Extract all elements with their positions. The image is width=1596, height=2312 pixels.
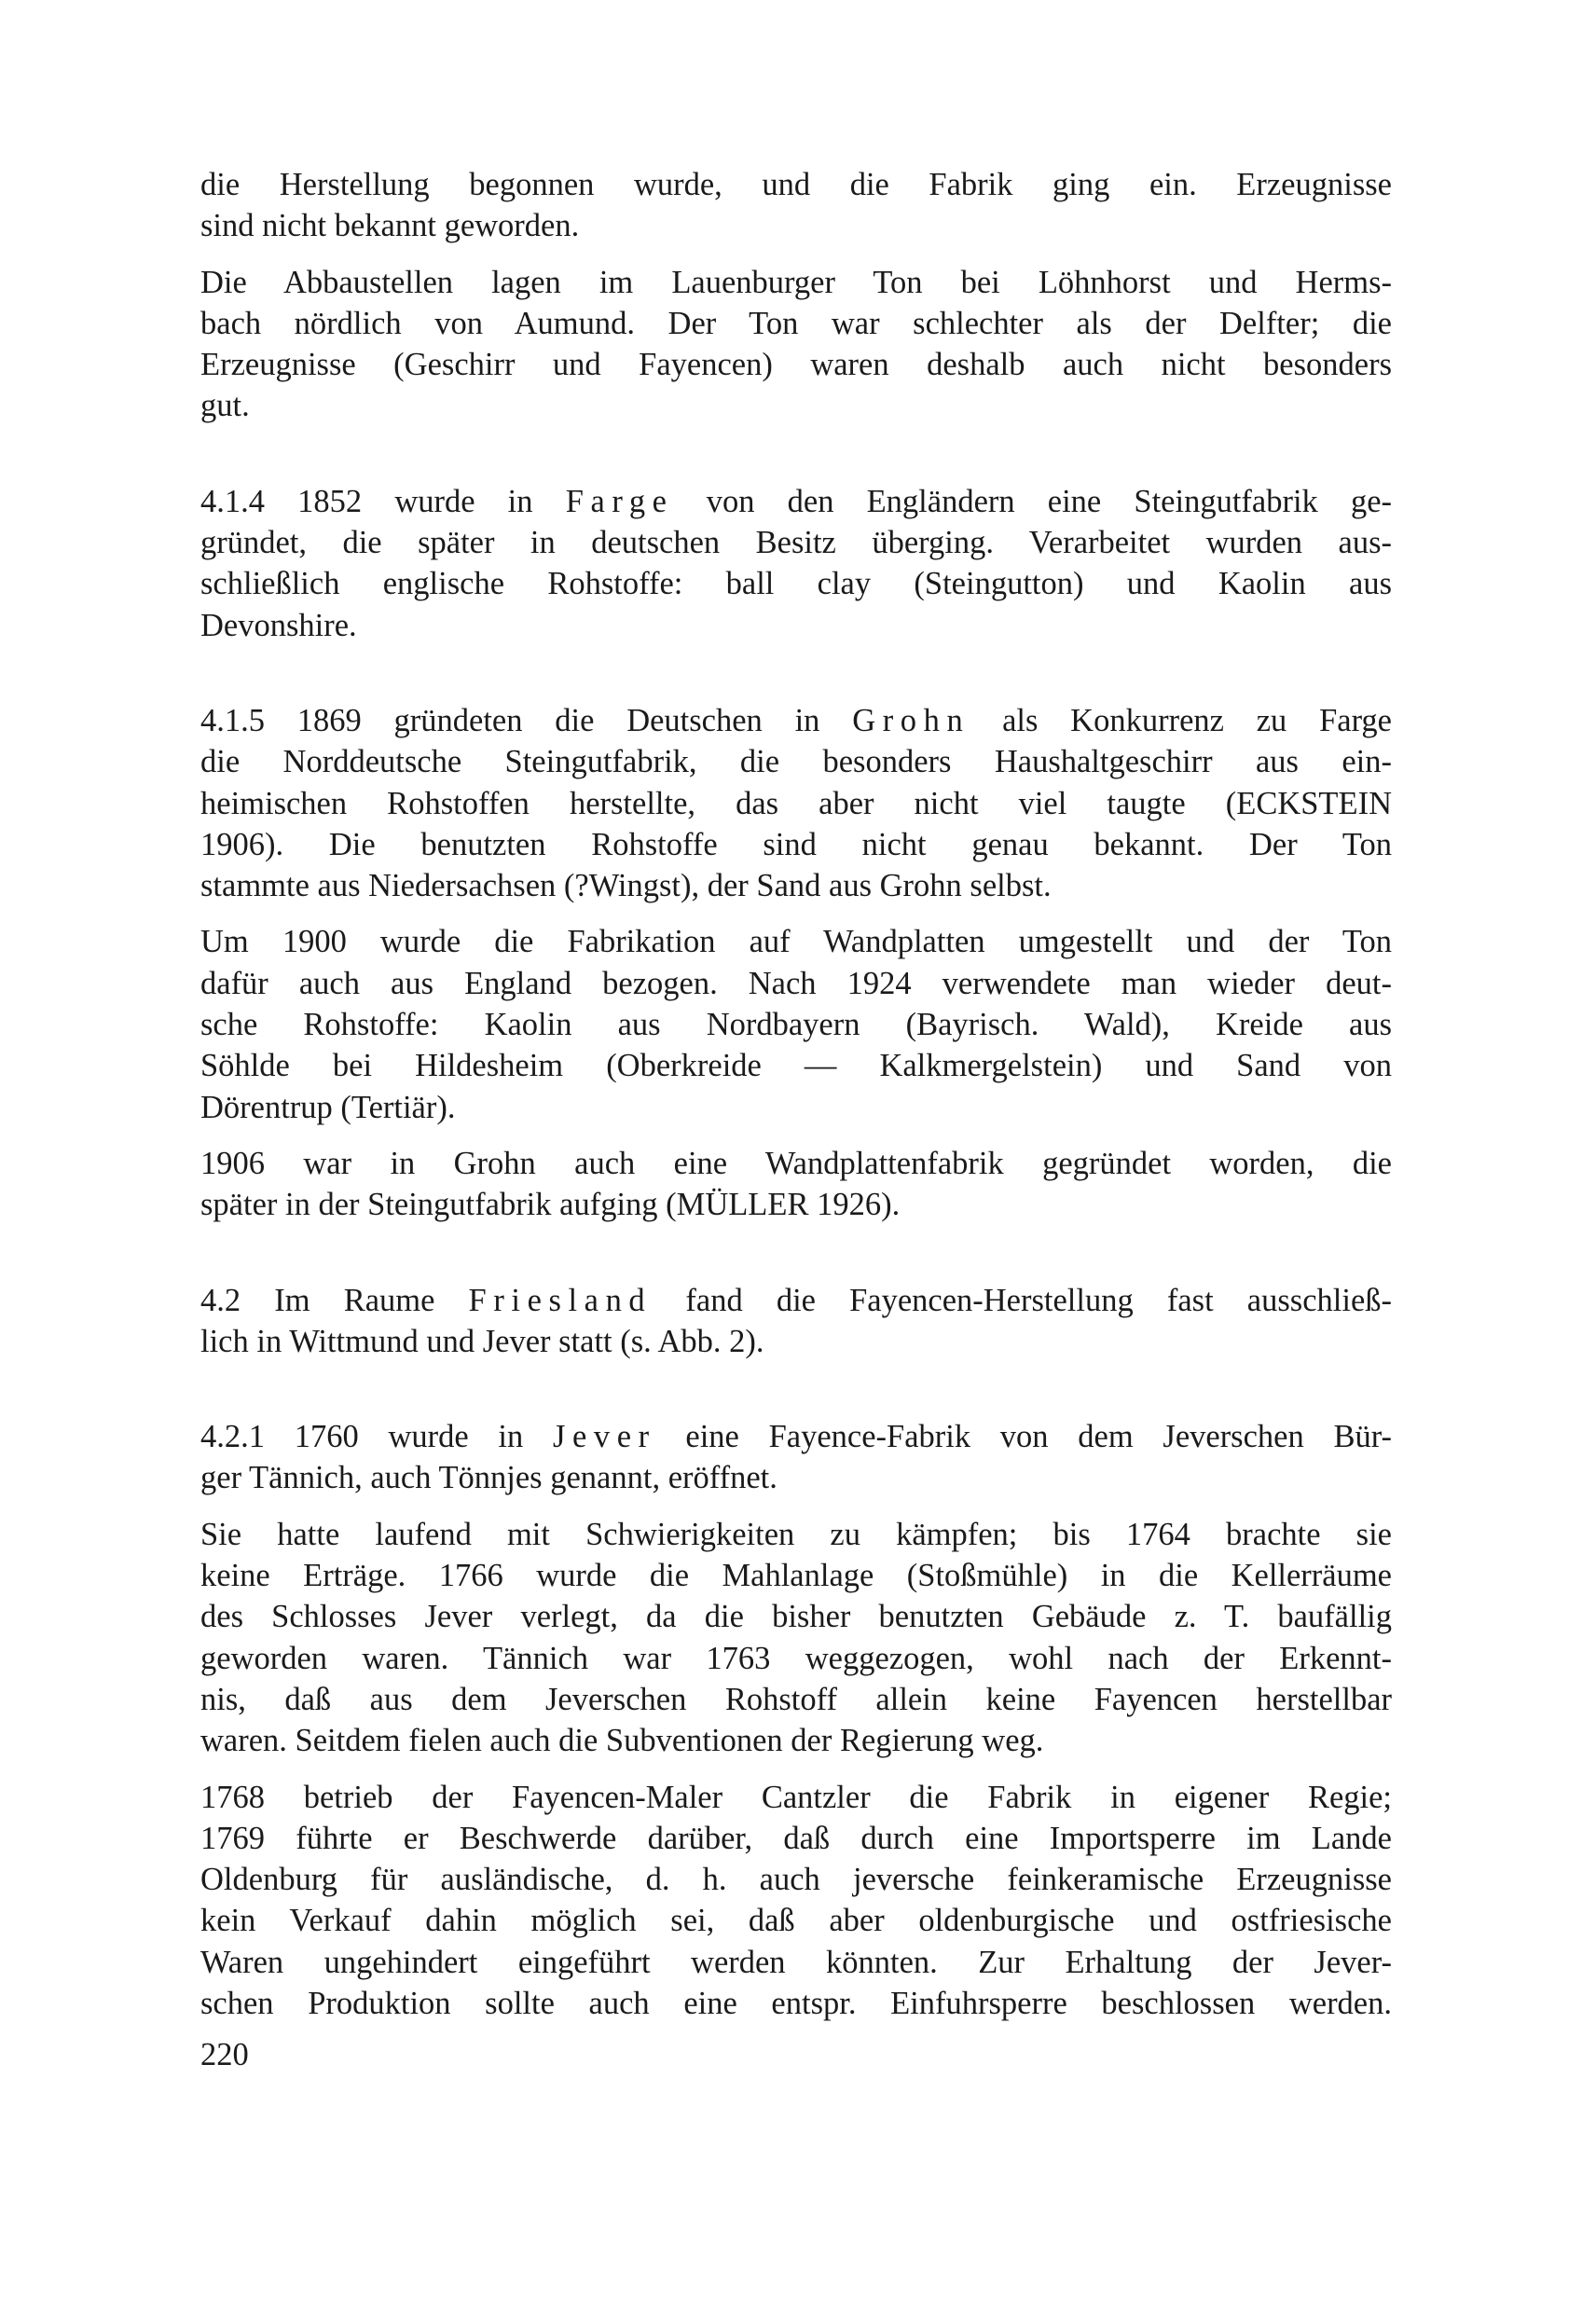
text-segment: kein Verkauf dahin möglich sei, daß aber oldenburgische und ostfriesische [200, 1903, 1392, 1939]
spaced-place-name: Farge [565, 483, 674, 519]
text-segment: Erzeugnisse (Geschirr und Fayencen) waren deshalb auch nicht besonders [200, 347, 1392, 383]
paragraph [200, 1280, 1392, 1363]
text-segment: ger Tännich, auch Tönnjes genannt, eröffnet. [200, 1460, 777, 1496]
text-segment: die Norddeutsche Steingutfabrik, die besonders Haushaltgeschirr aus ein- [200, 744, 1392, 780]
text-line [200, 385, 1392, 426]
text-line [200, 1087, 1392, 1128]
text-segment: schließlich englische Rohstoffe: ball clay (Steingutton) und Kaolin aus [200, 566, 1392, 602]
text-line [200, 741, 1392, 782]
text-segment: 4.1.5 1869 gründeten die Deutschen in [200, 702, 853, 738]
text-line [200, 700, 1392, 741]
text-line [200, 1818, 1392, 1859]
paragraph [200, 1416, 1392, 1499]
text-line [200, 1184, 1392, 1225]
text-segment: Söhlde bei Hildesheim (Oberkreide — Kalkmergelstein) und Sand von [200, 1048, 1392, 1084]
text-line [200, 783, 1392, 824]
text-line [200, 1900, 1392, 1941]
text-segment: gut. [200, 388, 250, 424]
text-line [200, 205, 1392, 246]
text-segment: Die Abbaustellen lagen im Lauenburger Ton bei Löhnhorst und Herms- [200, 264, 1392, 300]
text-segment: von den Engländern eine Steingutfabrik ge- [673, 483, 1392, 519]
text-segment: geworden waren. Tännich war 1763 weggezogen, wohl nach der Erkennt- [200, 1640, 1392, 1676]
text-line [200, 164, 1392, 205]
text-line [200, 605, 1392, 646]
paragraph [200, 1777, 1392, 2025]
text-line [200, 1416, 1392, 1457]
text-segment: 1906 war in Grohn auch eine Wandplattenfabrik gegründet worden, die [200, 1145, 1392, 1181]
text-line [200, 1596, 1392, 1637]
text-segment: 4.1.4 1852 wurde in [200, 483, 566, 519]
text-line [200, 1720, 1392, 1761]
text-line [200, 1679, 1392, 1720]
text-segment: keine Erträge. 1766 wurde die Mahlanlage (Stoßmühle) in die Kellerräume [200, 1558, 1392, 1594]
text-line [200, 303, 1392, 344]
text-line [200, 1859, 1392, 1900]
text-segment: fand die Fayencen-Herstellung fast ausschließ- [652, 1282, 1392, 1318]
text-line [200, 824, 1392, 865]
text-line [200, 1143, 1392, 1184]
text-segment: die Herstellung begonnen wurde, und die Fabrik ging ein. Erzeugnisse [200, 167, 1392, 202]
text-segment: dafür auch aus England bezogen. Nach 1924 verwendete man wieder deut- [200, 965, 1392, 1001]
text-line [200, 1280, 1392, 1321]
text-segment: bach nördlich von Aumund. Der Ton war schlechter als der Delfter; die [200, 305, 1392, 341]
text-segment: Oldenburg für ausländische, d. h. auch jeversche feinkeramische Erzeugnisse [200, 1862, 1392, 1898]
text-line [200, 1983, 1392, 2024]
page-body [200, 164, 1392, 2024]
text-segment: 4.2.1 1760 wurde in [200, 1419, 553, 1455]
spaced-place-name: Grohn [852, 702, 970, 738]
text-line [200, 1514, 1392, 1555]
text-line [200, 1555, 1392, 1596]
spaced-place-name: Friesland [468, 1282, 653, 1318]
text-segment: 1769 führte er Beschwerde darüber, daß durch eine Importsperre im Lande [200, 1820, 1392, 1856]
text-segment: gründet, die später in deutschen Besitz überging. Verarbeitet wurden aus- [200, 525, 1392, 561]
text-line [200, 481, 1392, 522]
text-segment: 1768 betrieb der Fayencen-Maler Cantzler die Fabrik in eigener Regie; [200, 1779, 1392, 1815]
text-segment: als Konkurrenz zu Farge [970, 702, 1392, 738]
text-segment: sind nicht bekannt geworden. [200, 208, 580, 244]
text-segment: Waren ungehindert eingeführt werden könnten. Zur Erhaltung der Jever- [200, 1944, 1392, 1980]
text-line [200, 921, 1392, 962]
text-line [200, 1004, 1392, 1045]
text-line [200, 1777, 1392, 1818]
paragraph [200, 1514, 1392, 1762]
text-line [200, 344, 1392, 385]
text-segment: lich in Wittmund und Jever statt (s. Abb. 2). [200, 1323, 764, 1359]
text-line [200, 1045, 1392, 1086]
text-segment: waren. Seitdem fielen auch die Subventionen der Regierung weg. [200, 1723, 1044, 1759]
paragraph [200, 262, 1392, 427]
text-segment: Dörentrup (Tertiär). [200, 1089, 456, 1125]
text-segment: Sie hatte laufend mit Schwierigkeiten zu kämpfen; bis 1764 brachte sie [200, 1516, 1392, 1552]
text-segment: sche Rohstoffe: Kaolin aus Nordbayern (Bayrisch. Wald), Kreide aus [200, 1007, 1392, 1043]
text-line [200, 262, 1392, 303]
spaced-place-name: Jever [552, 1419, 656, 1455]
text-line [200, 522, 1392, 563]
paragraph [200, 1143, 1392, 1226]
text-line [200, 1321, 1392, 1362]
text-segment: 4.2 Im Raume [200, 1282, 469, 1318]
paragraph [200, 921, 1392, 1127]
text-line [200, 1457, 1392, 1498]
text-line [200, 865, 1392, 906]
text-segment: Devonshire. [200, 607, 357, 643]
text-segment: schen Produktion sollte auch eine entspr. Einfuhrsperre beschlossen werden. [200, 1985, 1392, 2021]
text-segment: Um 1900 wurde die Fabrikation auf Wandplatten umgestellt und der Ton [200, 924, 1392, 960]
paragraph [200, 164, 1392, 247]
page-number: 220 [200, 2037, 249, 2072]
text-segment: später in der Steingutfabrik aufging (MÜLLER 1926). [200, 1187, 901, 1223]
paragraph [200, 481, 1392, 646]
text-segment: stammte aus Niedersachsen (?Wingst), der Sand aus Grohn selbst. [200, 868, 1052, 904]
text-segment: eine Fayence-Fabrik von dem Jeverschen Bür- [655, 1419, 1392, 1455]
text-line [200, 963, 1392, 1004]
text-segment: nis, daß aus dem Jeverschen Rohstoff allein keine Fayencen herstellbar [200, 1681, 1392, 1717]
text-segment: heimischen Rohstoffen herstellte, das aber nicht viel taugte (ECKSTEIN [200, 785, 1392, 821]
text-line [200, 1942, 1392, 1983]
text-segment: 1906). Die benutzten Rohstoffe sind nicht genau bekannt. Der Ton [200, 826, 1392, 862]
paragraph [200, 700, 1392, 906]
text-segment: des Schlosses Jever verlegt, da die bisher benutzten Gebäude z. T. baufällig [200, 1599, 1392, 1635]
text-line [200, 563, 1392, 604]
text-line [200, 1638, 1392, 1679]
